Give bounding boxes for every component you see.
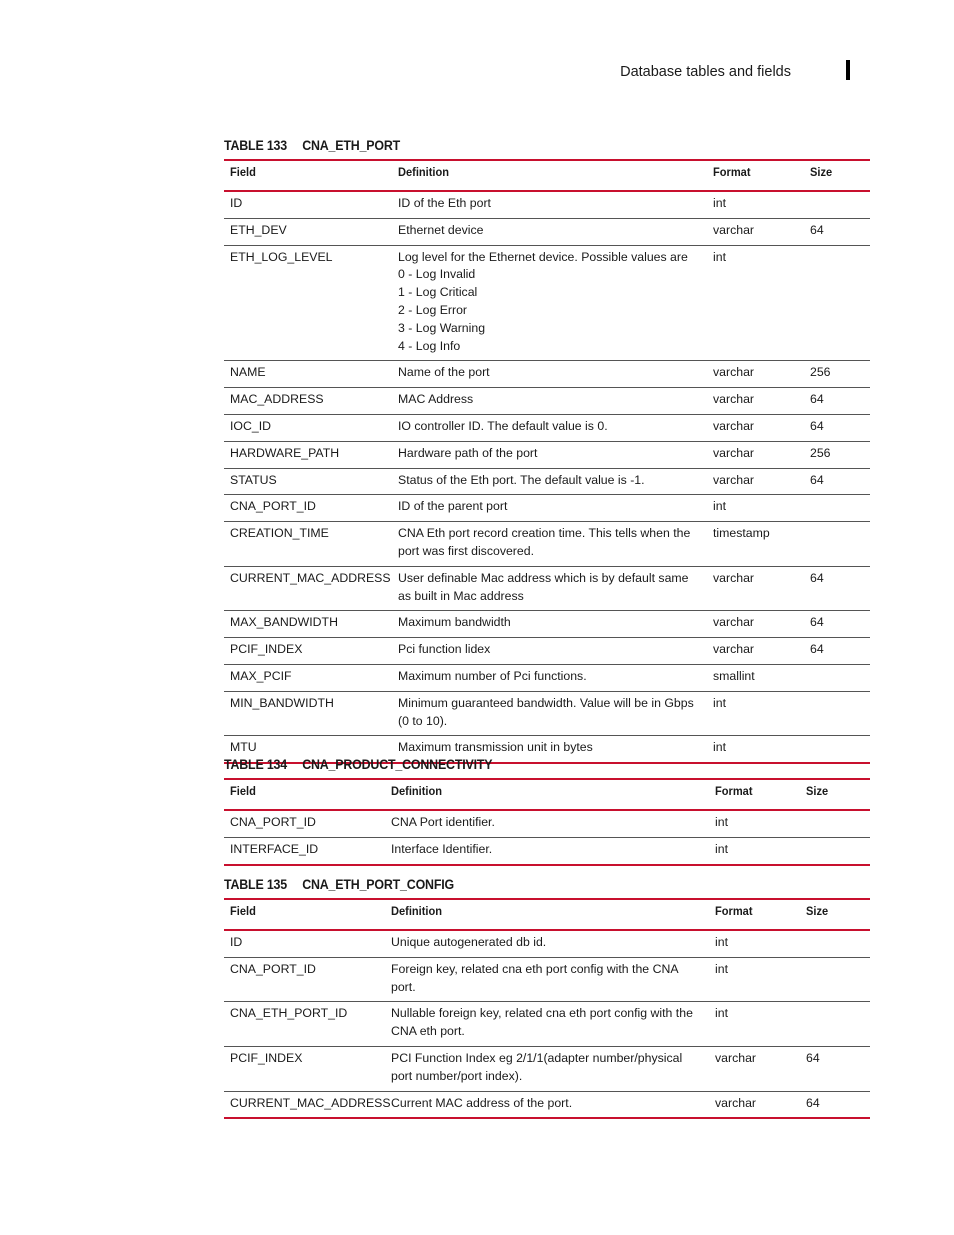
column-header — [709, 779, 800, 810]
format-cell: varchar — [707, 388, 804, 415]
column-header — [800, 899, 870, 930]
format-cell: int — [713, 740, 726, 755]
format-cell: int — [707, 495, 804, 522]
column-header-label: Format — [713, 165, 751, 179]
definition-line: CNA Eth port record creation time. This tells when the port was first discovered. — [398, 526, 691, 558]
field-cell: ETH_LOG_LEVEL — [224, 245, 392, 361]
definition-line: 2 - Log Error — [398, 302, 468, 317]
definition-cell — [392, 522, 707, 567]
definition-cell — [385, 1091, 709, 1118]
definition-line: Interface Identifier. — [391, 841, 493, 856]
definition-cell — [392, 611, 707, 638]
definition-cell — [392, 441, 707, 468]
table-row — [224, 566, 870, 611]
field-cell: INTERFACE_ID — [230, 841, 319, 856]
column-header — [800, 779, 870, 810]
column-header — [224, 779, 385, 810]
table-name: CNA_PRODUCT_CONNECTIVITY — [302, 757, 493, 772]
column-header-label: Size — [806, 904, 829, 918]
table-number: TABLE 135 — [224, 877, 287, 892]
field-cell: PCIF_INDEX — [224, 1046, 385, 1091]
table-row — [224, 1002, 870, 1047]
size-cell — [804, 736, 870, 763]
column-header — [804, 160, 870, 191]
size-cell: 64 — [804, 611, 870, 638]
column-header — [392, 160, 707, 191]
size-cell: 256 — [804, 361, 870, 388]
definition-line: User definable Mac address which is by default same as built in Mac address — [398, 570, 689, 603]
size-cell — [804, 691, 870, 736]
format-cell: varchar — [707, 218, 804, 245]
format-cell: varchar — [707, 414, 804, 441]
field-cell: IOC_ID — [224, 414, 392, 441]
column-header-label: Definition — [398, 165, 450, 179]
format-cell: timestamp — [707, 522, 804, 567]
table-name: CNA_ETH_PORT_CONFIG — [302, 877, 454, 892]
column-header — [709, 899, 800, 930]
size-cell: 64 — [800, 1046, 870, 1091]
table-row — [224, 414, 870, 441]
column-header-label: Size — [806, 784, 829, 798]
table-row — [224, 837, 870, 864]
column-header-label: Format — [715, 784, 753, 798]
definition-line: Status of the Eth port. The default value is -1. — [398, 472, 645, 487]
table-row — [224, 930, 870, 957]
table-body — [224, 810, 870, 865]
definition-line: Pci function lidex — [398, 642, 491, 657]
definition-cell — [392, 191, 707, 218]
format-cell: varchar — [707, 638, 804, 665]
definition-line: Foreign key, related cna eth port config with the CNA port. — [391, 961, 678, 994]
table-row — [224, 468, 870, 495]
column-header — [385, 899, 709, 930]
size-cell: 64 — [806, 1095, 820, 1110]
table-row — [224, 441, 870, 468]
column-header — [707, 160, 804, 191]
size-cell — [804, 191, 870, 218]
size-cell: 64 — [804, 638, 870, 665]
definition-cell — [392, 566, 707, 611]
definition-line: 1 - Log Critical — [398, 285, 478, 300]
table-row — [224, 1046, 870, 1091]
format-cell: varchar — [707, 566, 804, 611]
field-cell: CNA_PORT_ID — [224, 957, 385, 1002]
table-body — [224, 930, 870, 1118]
definition-cell — [392, 638, 707, 665]
definition-cell — [392, 691, 707, 736]
format-cell: int — [715, 841, 728, 856]
definition-line: Unique autogenerated db id. — [391, 935, 547, 949]
definition-line: PCI Function Index eg 2/1/1(adapter number/physical port number/port index). — [391, 1050, 683, 1083]
definition-cell — [392, 495, 707, 522]
definition-line: ID of the Eth port — [398, 196, 491, 210]
field-cell: CURRENT_MAC_ADDRESS — [224, 566, 392, 611]
table-caption — [224, 877, 454, 892]
field-cell: MIN_BANDWIDTH — [224, 691, 392, 736]
definition-line: Maximum number of Pci functions. — [398, 668, 587, 683]
format-cell: int — [707, 191, 804, 218]
format-cell: smallint — [707, 664, 804, 691]
field-cell: MTU — [230, 740, 257, 755]
column-header-label: Size — [810, 165, 833, 179]
field-cell: MAC_ADDRESS — [224, 388, 392, 415]
definition-cell — [392, 468, 707, 495]
format-cell: int — [707, 245, 804, 361]
size-cell — [800, 837, 870, 864]
table-body — [224, 191, 870, 763]
field-cell: ID — [224, 930, 385, 957]
size-cell — [800, 957, 870, 1002]
table-row — [224, 810, 870, 837]
definition-line: Hardware path of the port — [398, 445, 538, 460]
size-cell: 64 — [804, 468, 870, 495]
table-row — [224, 638, 870, 665]
size-cell — [804, 664, 870, 691]
column-header-label: Field — [230, 784, 256, 798]
format-cell: varchar — [715, 1095, 757, 1110]
table-caption — [224, 138, 400, 153]
table-header-row — [224, 779, 870, 810]
table-row — [224, 245, 870, 361]
definition-line: Maximum bandwidth — [398, 615, 511, 630]
size-cell: 64 — [804, 388, 870, 415]
column-header-label: Field — [230, 904, 256, 918]
table-row — [224, 611, 870, 638]
definition-cell — [392, 388, 707, 415]
column-header — [224, 160, 392, 191]
table-row — [224, 495, 870, 522]
size-cell: 64 — [804, 414, 870, 441]
running-head-title: Database tables and fields — [620, 64, 791, 80]
table-row — [224, 664, 870, 691]
table-name: CNA_ETH_PORT — [302, 138, 401, 153]
column-header — [224, 899, 385, 930]
definition-cell — [392, 414, 707, 441]
definition-line: IO controller ID. The default value is 0. — [398, 418, 608, 433]
field-cell: HARDWARE_PATH — [224, 441, 392, 468]
format-cell: int — [709, 957, 800, 1002]
field-cell: MAX_BANDWIDTH — [224, 611, 392, 638]
definition-line: Ethernet device — [398, 222, 484, 237]
column-header-label: Field — [230, 165, 256, 179]
field-cell: CNA_ETH_PORT_ID — [224, 1002, 385, 1047]
data-table — [224, 159, 870, 764]
table-row — [224, 1091, 870, 1118]
definition-line: 4 - Log Info — [398, 338, 461, 353]
format-cell: varchar — [707, 361, 804, 388]
definition-cell — [385, 1046, 709, 1091]
definition-line: Current MAC address of the port. — [391, 1095, 573, 1110]
field-cell: PCIF_INDEX — [224, 638, 392, 665]
column-header-label: Format — [715, 904, 753, 918]
table-caption — [224, 757, 492, 772]
definition-line: Maximum transmission unit in bytes — [398, 740, 593, 755]
format-cell: int — [709, 1002, 800, 1047]
field-cell: CNA_PORT_ID — [224, 495, 392, 522]
table-row — [224, 218, 870, 245]
table-row — [224, 522, 870, 567]
page-marker-bar — [846, 60, 850, 80]
size-cell: 64 — [804, 566, 870, 611]
definition-line: 3 - Log Warning — [398, 320, 486, 335]
definition-cell — [385, 930, 709, 957]
field-cell: CREATION_TIME — [224, 522, 392, 567]
definition-cell — [392, 361, 707, 388]
definition-cell — [385, 1002, 709, 1047]
column-header-label: Definition — [391, 784, 443, 798]
definition-line: 0 - Log Invalid — [398, 267, 476, 282]
definition-cell — [385, 957, 709, 1002]
column-header — [385, 779, 709, 810]
definition-line: Minimum guaranteed bandwidth. Value will be in Gbps (0 to 10). — [398, 695, 694, 728]
field-cell: CURRENT_MAC_ADDRESS — [230, 1095, 391, 1110]
table-row — [224, 388, 870, 415]
size-cell — [804, 495, 870, 522]
format-cell: int — [709, 930, 800, 957]
definition-line: MAC Address — [398, 392, 474, 407]
definition-cell — [392, 664, 707, 691]
table-header-row — [224, 160, 870, 191]
table-number: TABLE 134 — [224, 757, 287, 772]
field-cell: ETH_DEV — [224, 218, 392, 245]
table-row — [224, 957, 870, 1002]
definition-line: Nullable foreign key, related cna eth port config with the CNA eth port. — [391, 1006, 693, 1039]
table-number: TABLE 133 — [224, 138, 287, 153]
data-table — [224, 898, 870, 1119]
format-cell: varchar — [707, 441, 804, 468]
format-cell: int — [709, 810, 800, 837]
definition-line: CNA Port identifier. — [391, 815, 495, 829]
definition-line: Log level for the Ethernet device. Possible values are — [398, 249, 688, 264]
definition-cell — [385, 810, 709, 837]
field-cell: NAME — [224, 361, 392, 388]
format-cell: varchar — [709, 1046, 800, 1091]
column-header-label: Definition — [391, 904, 443, 918]
size-cell — [804, 245, 870, 361]
size-cell — [800, 810, 870, 837]
size-cell — [804, 522, 870, 567]
field-cell: MAX_PCIF — [224, 664, 392, 691]
table-header-row — [224, 899, 870, 930]
table-row — [224, 361, 870, 388]
definition-cell — [392, 218, 707, 245]
size-cell — [800, 930, 870, 957]
definition-line: Name of the port — [398, 365, 490, 380]
definition-line: ID of the parent port — [398, 499, 508, 514]
definition-cell — [385, 837, 709, 864]
format-cell: varchar — [707, 611, 804, 638]
field-cell: CNA_PORT_ID — [224, 810, 385, 837]
table-row — [224, 191, 870, 218]
format-cell: int — [707, 691, 804, 736]
size-cell: 64 — [804, 218, 870, 245]
size-cell: 256 — [804, 441, 870, 468]
format-cell: varchar — [707, 468, 804, 495]
definition-cell — [392, 245, 707, 361]
field-cell: ID — [224, 191, 392, 218]
table-row — [224, 691, 870, 736]
field-cell: STATUS — [224, 468, 392, 495]
data-table — [224, 778, 870, 866]
size-cell — [800, 1002, 870, 1047]
